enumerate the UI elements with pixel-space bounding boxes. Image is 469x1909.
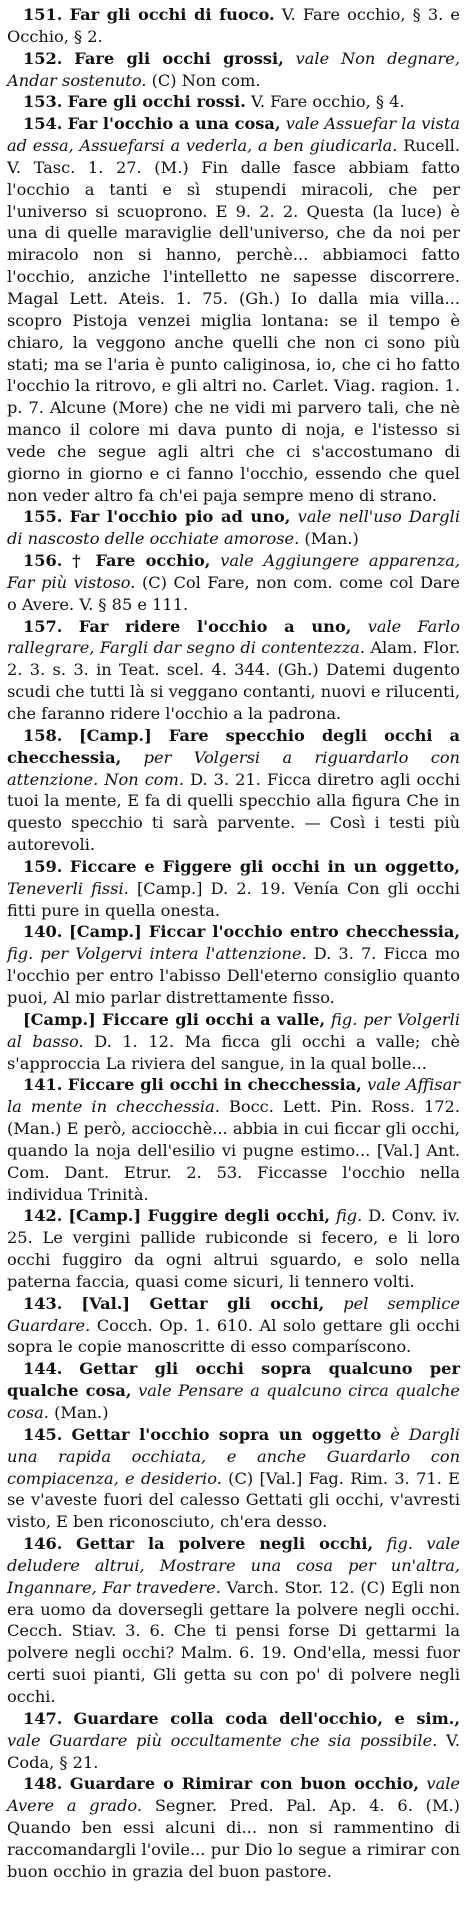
entry-156 xyxy=(7,550,460,616)
entry-153 xyxy=(7,91,460,113)
entry-headword: Guardare colla coda dell'occhio, e sim., xyxy=(73,1708,460,1728)
entry-definition: fig. per Volgerli al basso. xyxy=(7,1009,460,1051)
entry-headword: Far l'occhio pio ad uno, xyxy=(69,507,291,527)
entry-headword: Fare gli occhi grossi, xyxy=(74,48,284,68)
entry-text: Cocch. Op. 1. 610. Al solo gettare gli occhi sopra le copie manoscritte di esso comparíscono. xyxy=(7,1315,460,1357)
entry-145 xyxy=(7,1424,460,1533)
entry-headword: † Fare occhio, xyxy=(72,551,211,571)
entry-headword: Far ridere l'occhio a uno, xyxy=(78,616,352,636)
entry-text: Rucell. V. Tasc. 1. 27. (M.) Fin dalle fasce abbiam fatto l'occhio a tanti e sì stupendi miracoli, che per l'universo si scuoprono. E 9. 2. 2. Questa (la luce) è una di quelle maraviglie dell'universo, che da noi per miracolo non si hanno, perchè... abbiamoci fatto l'occhio, anziche l'intelletto ne sapesse discorrere. Magal Lett. Ateis. 1. 75. (Gh.) Io dalla mia villa... scopro Pistoja venzei miglia lontana: se il tempo è chiaro, la veggono anche quelli che non ci sono più stati; ma se l'aria è punto caliginosa, io, che ci ho fatto l'occhio la ritrovo, e gli altri no. Carlet. Viag. ragion. 1. p. 7. Alcune (More) che ne vidi mi parvero tali, che nè manco il colore mi dava punto di noja, e l'istesso si vede che segue agli altri che ci s'accostumano di giorno in giorno e ci fanno l'occhio, essendo che quel non veder altro fa ch'ei paja sempre meno di strano. xyxy=(7,136,460,505)
entry-definition: vale Non degnare, Andar sostenuto. xyxy=(7,48,461,90)
entry-text: Segner. Pred. Pal. Ap. 4. 6. (M.) Quando ben essi alcuni di... non si rammentino di raccomandargli l'ovile... pur Dio lo segue a rimirar con buon occhio in grazia del buon pastore. xyxy=(7,1796,460,1881)
entry-141 xyxy=(7,1074,460,1205)
entry-headword: Far gli occhi di fuoco. xyxy=(69,5,275,24)
entry-number: 148. xyxy=(23,1774,63,1794)
entry-142 xyxy=(7,1205,460,1292)
entry-number: 145. xyxy=(23,1424,63,1444)
entry-number: 143. xyxy=(23,1293,63,1313)
entry-154 xyxy=(7,113,460,506)
entry-number: 154. xyxy=(23,114,63,134)
entry-definition: vale Assuefar la vista ad essa, Assuefarsi a vederla, a ben giudicarla. xyxy=(7,114,460,156)
entry-151 xyxy=(7,4,460,48)
entry-text: Bocc. Lett. Pin. Ross. 172. (Man.) E però, acciocchè... abbia in cui ficcar gli occhi, quando la noja dell'esilio vi pugne estimo... [Val.] Ant. Com. Dant. Etrur. 2. 53. Ficcasse l'occhio nella individua Trinità. xyxy=(7,1097,460,1204)
entry-headword: Gettar la polvere negli occhi, xyxy=(75,1534,374,1554)
entry-number: 158. xyxy=(23,725,63,745)
entry-text: (C) Non com. xyxy=(151,70,261,90)
entry-text: Varch. Stor. 12. (C) Egli non era uomo da doversegli gettare la polvere negli occhi. Cecch. Stiav. 3. 6. Che ti pensi forse Di gettarmi la polvere negli occhi? Malm. 6. 19. Ond'ella, messi fuor certi suoi pianti, Gli getta su con po' di polvere negli occhi. xyxy=(7,1577,460,1706)
entry-definition: vale Avere a grado. xyxy=(7,1774,460,1816)
entry-159 xyxy=(7,856,460,922)
entry-definition: vale Aggiungere apparenza, Far più vistoso. xyxy=(7,551,460,592)
entry-text: Alam. Flor. 2. 3. s. 3. in Teat. scel. 4. 344. (Gh.) Datemi dugento scudi che tutti là si veggano contanti, nuovi e rilucenti, che faranno ridere l'occhio a la padrona. xyxy=(7,638,460,723)
entry-144 xyxy=(7,1358,460,1424)
entry-definition: è Dargli una rapida occhiata, e anche Guardarlo con compiacenza, e desiderio. xyxy=(7,1424,460,1488)
entry-number: 144. xyxy=(23,1359,63,1379)
entry-140 xyxy=(7,921,460,1008)
entry-number: 152. xyxy=(23,48,63,68)
entry-text: [Camp.] D. 2. 19. Venía Con gli occhi fitti pure in quella onesta. xyxy=(7,878,460,920)
entry-text: V. Coda, § 21. xyxy=(7,1730,460,1772)
entry-147 xyxy=(7,1708,460,1774)
entry-headword: [Camp.] Fuggire degli occhi, xyxy=(68,1206,331,1226)
entry-definition: fig. xyxy=(336,1206,363,1226)
entry-headword: [Camp.] Ficcare gli occhi a valle, xyxy=(23,1009,326,1029)
entry-number: 141. xyxy=(23,1075,63,1095)
entry-number: 147. xyxy=(23,1708,63,1728)
entry-158 xyxy=(7,725,460,856)
entry-text: (Man.) xyxy=(304,529,359,549)
entry-text: V. Fare occhio, § 4. xyxy=(250,92,405,112)
entry-definition: Teneverli fissi. xyxy=(7,878,129,898)
entry-headword: Guardare o Rimirar con buon occhio, xyxy=(69,1774,419,1794)
entry-text: D. 1. 12. Ma ficca gli occhi a valle; chè s'approccia La riviera del sangue, in la qual bolle... xyxy=(7,1031,460,1073)
entry-number: 142. xyxy=(23,1206,63,1226)
entry-definition: vale Pensare a qualcuno circa qualche cosa. xyxy=(7,1381,460,1422)
entry-number: 159. xyxy=(23,856,63,876)
entry-text: D. Conv. iv. 25. Le vergini pallide rubiconde si fecero, e li loro occhi fuggiro da ogni altrui sguardo, e solo nella paterna faccia, quasi come sicuri, li tennero volti. xyxy=(7,1206,460,1291)
entry-headword: [Camp.] Ficcar l'occhio entro checchessia, xyxy=(69,922,460,942)
entry-155 xyxy=(7,506,460,550)
entry-headword: Gettar gli occhi sopra qualcuno per qualche cosa, xyxy=(7,1359,460,1401)
entry-number: 140. xyxy=(23,922,63,942)
entry-headword: Fare gli occhi rossi. xyxy=(67,92,246,112)
entry-text: D. 3. 21. Ficca diretro agli occhi tuoi la mente, E fa di quelli specchio alla figura Che in questo specchio ti sarà parvente. — Così i testi più autorevoli. xyxy=(7,769,460,855)
entry-152 xyxy=(7,48,460,92)
entry-146 xyxy=(7,1533,460,1708)
entry-headword: Far l'occhio a una cosa, xyxy=(67,114,281,134)
entry-text: V. Fare occhio, § 3. e Occhio, § 2. xyxy=(7,5,460,46)
entry-number: 157. xyxy=(23,616,63,636)
entry-text: (C) [Val.] Fag. Rim. 3. 71. E se v'aveste fuori del calesso Gettati gli occhi, v'avresti visto, E ben riconosciuto, ch'era desso. xyxy=(7,1468,460,1532)
entry-number: 156. xyxy=(23,551,63,571)
entry-definition: fig. per Volgervi intera l'attenzione. xyxy=(7,944,307,964)
entry-definition: vale Guardare più occultamente che sia possibile. xyxy=(7,1730,438,1750)
entry-157 xyxy=(7,616,460,725)
entry-definition: vale nell'uso Dargli di nascosto delle occhiate amorose. xyxy=(7,507,461,549)
entry-definition: fig. vale deludere altrui, Mostrare una cosa per un'altra, Ingannare, Far travedere. xyxy=(7,1534,460,1597)
entry-headword: Gettar l'occhio sopra un oggetto xyxy=(71,1424,382,1444)
entry-headword: Ficcare e Figgere gli occhi in un oggetto, xyxy=(69,856,460,876)
entry-140-sub xyxy=(7,1009,460,1075)
entry-definition: vale Farlo rallegrare, Fargli dar segno di contentezza. xyxy=(7,616,460,658)
entry-143 xyxy=(7,1293,460,1359)
entry-number: 151. xyxy=(23,5,63,24)
entry-number: 155. xyxy=(23,507,63,527)
entry-148 xyxy=(7,1773,460,1882)
entry-definition: vale Affisar la mente in checchessia. xyxy=(7,1075,460,1117)
entry-text: D. 3. 7. Ficca mo l'occhio per entro l'abisso Dell'eterno consiglio quanto puoi, Al mio parlar distrettamente fisso. xyxy=(7,944,460,1007)
entry-definition: pel semplice Guardare. xyxy=(7,1293,460,1335)
entry-headword: [Val.] Gettar gli occhi, xyxy=(81,1293,325,1313)
entry-number: 146. xyxy=(23,1534,63,1554)
entry-number: 153. xyxy=(23,92,63,112)
entry-headword: Ficcare gli occhi in checchessia, xyxy=(67,1075,362,1095)
entry-text: (Man.) xyxy=(54,1403,109,1422)
entry-definition: per Volgersi a riguardarlo con attenzione. Non com. xyxy=(7,747,460,789)
entry-headword: [Camp.] Fare specchio degli occhi a checchessia, xyxy=(7,725,460,767)
entry-text: (C) Col Fare, non com. come col Dare o Avere. V. § 85 e 111. xyxy=(7,572,460,614)
